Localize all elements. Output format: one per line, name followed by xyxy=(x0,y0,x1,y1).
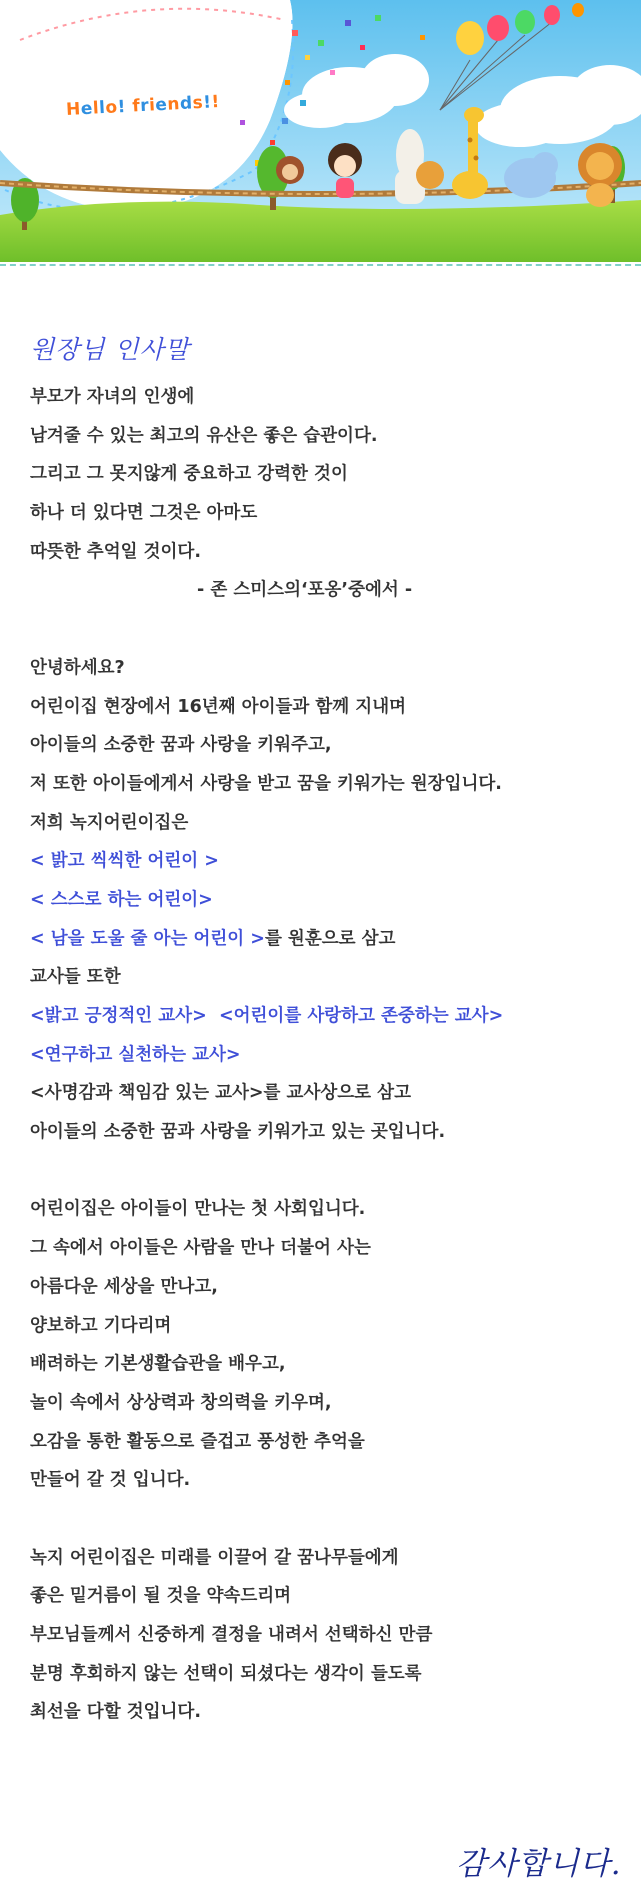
closing-signature: 감사합니다. xyxy=(456,1846,622,1882)
teacher-value: <연구하고 실천하는 교사> xyxy=(30,1044,241,1065)
paragraph-line: 오감을 통한 활동으로 즐겁고 풍성한 추억을 xyxy=(30,1431,365,1452)
quote-line: 따뜻한 추억일 것이다. xyxy=(30,541,201,562)
paragraph-line: 아름다운 세상을 만나고, xyxy=(30,1276,218,1297)
paragraph-line: 놀이 속에서 상상력과 창의력을 키우며, xyxy=(30,1392,332,1413)
header-banner xyxy=(0,0,641,268)
spacer xyxy=(30,1152,620,1191)
spacer xyxy=(30,610,620,649)
paragraph-3 xyxy=(30,1539,620,1732)
motto-suffix: 를 원훈으로 삼고 xyxy=(264,928,396,949)
motto-text: < 남을 도울 줄 아는 어린이 > xyxy=(30,928,265,949)
motto-line: < 밝고 씩씩한 어린이 > xyxy=(30,851,219,872)
intro-line: 어린이집 현장에서 16년째 아이들과 함께 지내며 xyxy=(30,696,407,717)
banner-illustration xyxy=(0,0,641,268)
page-title: 원장님 인사말 xyxy=(30,335,190,364)
quote-line: 남겨줄 수 있는 최고의 유산은 좋은 습관이다. xyxy=(30,425,378,446)
intro-line: 저희 녹지어린이집은 xyxy=(30,812,189,833)
paragraph-line: 부모님들께서 신중하게 결정을 내려서 선택하신 만큼 xyxy=(30,1625,433,1645)
intro-block xyxy=(30,649,620,1152)
intro-line: 안녕하세요? xyxy=(30,657,125,678)
paragraph-line: 배려하는 기본생활습관을 배우고, xyxy=(30,1354,286,1375)
paragraph-line: 좋은 밑거름이 될 것을 약속드리며 xyxy=(30,1586,292,1607)
quote-line: 부모가 자녀의 인생에 xyxy=(30,387,195,407)
teacher-values-line xyxy=(30,997,620,1036)
paragraph-line: 분명 후회하지 않는 선택이 되셨다는 생각이 들도록 xyxy=(30,1663,422,1684)
paragraph-line: 그 속에서 아이들은 사람을 만나 더불어 사는 xyxy=(30,1238,371,1259)
grass-shape xyxy=(0,200,641,262)
teacher-outro-line: 아이들의 소중한 꿈과 사랑을 키워가고 있는 곳입니다. xyxy=(30,1122,446,1143)
intro-line: 아이들의 소중한 꿈과 사랑을 키워주고, xyxy=(30,735,332,756)
quote-line: 그리고 그 못지않게 중요하고 강력한 것이 xyxy=(30,464,348,485)
quote-block xyxy=(30,378,620,610)
paragraph-2 xyxy=(30,1190,620,1500)
teachers-intro: 교사들 또한 xyxy=(30,967,121,988)
spacer xyxy=(30,1500,620,1539)
banner-divider xyxy=(0,264,641,266)
paragraph-line: 어린이집은 아이들이 만나는 첫 사회입니다. xyxy=(30,1199,366,1220)
paragraph-line: 최선을 다할 것입니다. xyxy=(30,1702,201,1723)
paragraph-line: 만들어 갈 것 입니다. xyxy=(30,1470,191,1491)
paragraph-line: 녹지 어린이집은 미래를 이끌어 갈 꿈나무들에게 xyxy=(30,1547,399,1568)
greeting-content xyxy=(30,330,620,1732)
teacher-value: <밝고 긍정적인 교사> xyxy=(30,1006,207,1026)
hello-friends-logo: Hello! friends!! xyxy=(65,91,221,121)
quote-source: - 존 스미스의‘포옹’중에서 - xyxy=(197,580,413,601)
quote-line: 하나 더 있다면 그것은 아마도 xyxy=(30,503,258,524)
motto-line xyxy=(30,920,620,959)
intro-line: 저 또한 아이들에게서 사랑을 받고 꿈을 키워가는 원장입니다. xyxy=(30,773,502,794)
teacher-value: <어린이를 사랑하고 존중하는 교사> xyxy=(218,1006,504,1026)
paragraph-line: 양보하고 기다리며 xyxy=(30,1315,172,1336)
motto-line: < 스스로 하는 어린이> xyxy=(30,889,213,910)
teacher-outro-line: <사명감과 책임감 있는 교사>를 교사상으로 삼고 xyxy=(30,1083,411,1104)
